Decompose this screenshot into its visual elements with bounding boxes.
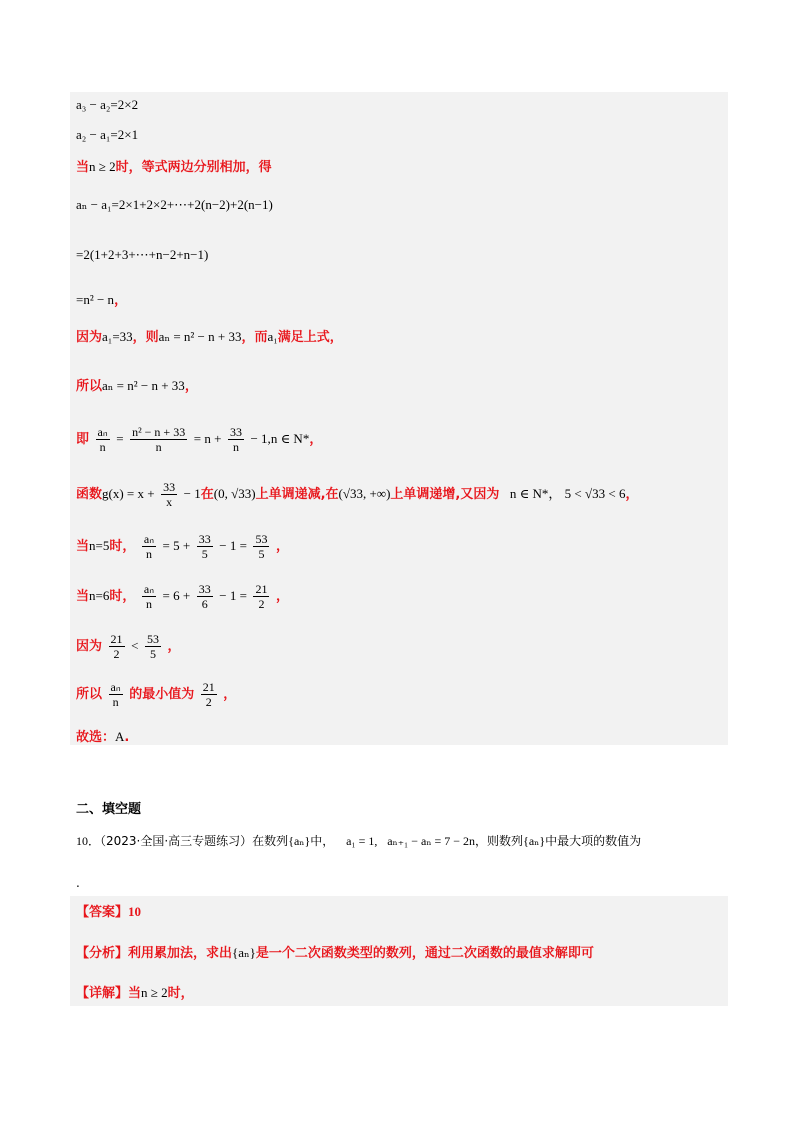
equation-line-1: a₃ − a₂=2×2: [76, 97, 139, 112]
fraction: $\frac{33}{5}$: [198, 532, 211, 561]
fraction: $\frac{\text{aₙ}}{n}$: [97, 425, 108, 454]
fraction: $\frac{\text{aₙ}}{n}$: [110, 680, 121, 709]
question-blank-end: .: [76, 876, 80, 890]
analysis-line: 【分析】利用累加法，求出{aₙ}是一个二次函数类型的数列，通过二次函数的最值求解即可: [76, 945, 594, 961]
fraction: $\frac{\text{aₙ}}{n}$: [143, 532, 155, 561]
fraction: $\frac{\text{n² − n + 33}}{n}$: [132, 425, 186, 454]
fraction: $\frac{21}{2}$: [202, 680, 215, 709]
equation-line-sum: aₙ − a₁=2×1+2×2+⋯+2(n−2)+2(n−1): [76, 197, 273, 212]
initial-term-statement: 因为a₁=33，则aₙ = n² − n + 33，而a₁满足上式，: [76, 329, 343, 345]
detail-line: 【详解】当n ≥ 2时，: [76, 985, 194, 1001]
fraction: $\frac{33}{x}$: [163, 480, 176, 509]
case-n6: 当n=6时， $\frac{\text{aₙ}}{n}$ = 6 + $\frac{33}{6}$ − 1 = $\frac{21}{2}$ ，: [76, 582, 290, 611]
fraction: $\frac{33}{6}$: [198, 582, 211, 611]
monotonicity-statement: 函数g(x) = x + $\frac{33}{x}$ − 1在(0, √33)上单调递减,在(√33, +∞)上单调递增,又因为 n ∈ N*， 5 < √33 < 6，: [76, 480, 639, 509]
sum-statement: 当n ≥ 2时，等式两边分别相加，得: [76, 159, 272, 175]
final-choice: 故选：A.: [76, 729, 130, 745]
fraction: $\frac{53}{5}$: [146, 632, 159, 661]
question-10: 10．（2023·全国·高三专题练习）在数列{aₙ}中， a₁ = 1, aₙ₊₁ − aₙ = 7 − 2n，则数列{aₙ}中最大项的数值为: [76, 834, 642, 848]
ratio-expression: 即 $\frac{\text{aₙ}}{n}$ = $\frac{\text{n² − n + 33}}{n}$ = n + $\frac{33}{n}$ − 1,n ∈ N*，: [76, 425, 323, 454]
equation-line-factored: =2(1+2+3+⋯+n−2+n−1): [76, 247, 209, 262]
section-heading: 二、填空题: [76, 802, 142, 817]
fraction: $\frac{\text{aₙ}}{n}$: [143, 582, 155, 611]
case-n5: 当n=5时， $\frac{\text{aₙ}}{n}$ = 5 + $\frac{33}{5}$ − 1 = $\frac{53}{5}$ ，: [76, 532, 290, 561]
general-term-statement: 所以aₙ = n² − n + 33，: [76, 378, 198, 394]
equation-line-result: =n² − n，: [76, 292, 128, 308]
minimum-statement: 所以 $\frac{\text{aₙ}}{n}$ 的最小值为 $\frac{21}{2}$ ，: [76, 680, 237, 709]
fraction: $\frac{53}{5}$: [255, 532, 268, 561]
fraction: $\frac{33}{n}$: [229, 425, 242, 454]
answer-line: 【答案】10: [76, 904, 142, 920]
fraction: $\frac{21}{2}$: [110, 632, 123, 661]
fraction: $\frac{21}{2}$: [255, 582, 268, 611]
comparison-statement: 因为 $\frac{21}{2}$ < $\frac{53}{5}$ ，: [76, 632, 181, 661]
equation-line-2: a₂ − a₁=2×1: [76, 127, 139, 142]
